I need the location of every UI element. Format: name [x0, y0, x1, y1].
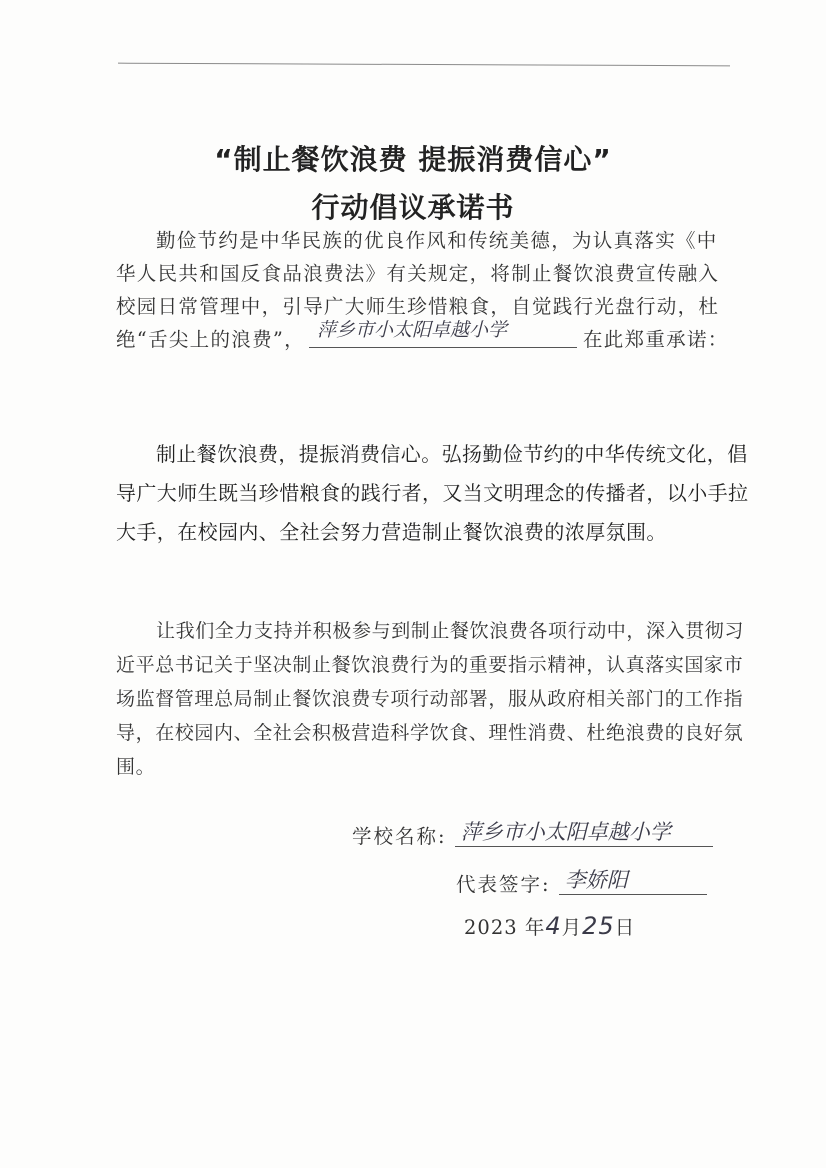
paragraph-call-to-action-text: 让我们全力支持并积极参与到制止餐饮浪费各项行动中，深入贯彻习近平总书记关于坚决制止餐饮浪费行为的重要指示精神，认真落实国家市场监督管理总局制止餐饮浪费专项行动部署，服从政府相关部门的工作指导，在校园内、全社会积极营造科学饮食、理性消费、杜绝浪费的良好氛围。: [116, 620, 745, 778]
date-month-char: 月: [561, 916, 583, 939]
paragraph-intro-text: 勤俭节约是中华民族的优良作风和传统美德，为认真落实《中华人民共和国反食品浪费法》有关规定，将制止餐饮浪费宣传融入校园日常管理中，引导广大师生珍惜粮食，自觉践行光盘行动，杜绝“舌尖上的浪费”，: [116, 229, 720, 351]
date-day: 25: [582, 912, 615, 940]
paragraph-commitment-text: 制止餐饮浪费，提振消费信心。弘扬勤俭节约的中华传统文化，倡导广大师生既当珍惜粮食的践行者，又当文明理念的传播者，以小手拉大手，在校园内、全社会努力营造制止餐饮浪费的浓厚氛围。: [116, 442, 749, 544]
representative-label: 代表签字:: [456, 873, 551, 896]
date-year-char: 年: [524, 916, 546, 939]
document-title-line1: “制止餐饮浪费 提振消费信心”: [214, 143, 612, 176]
school-name-blank: [309, 319, 577, 348]
school-name-label: 学校名称:: [352, 825, 447, 848]
date-month: 4: [545, 912, 562, 940]
header-rule: [118, 63, 730, 67]
date-day-char: 日: [614, 916, 636, 939]
date-year: 2023: [464, 916, 518, 939]
school-name-line: [455, 820, 713, 847]
paragraph-commitment: [116, 435, 756, 552]
paragraph-intro: [116, 224, 736, 356]
document-title-line2: 行动倡议承诺书: [311, 191, 515, 224]
representative-signature: 李娇阳: [564, 868, 628, 892]
school-name-handwriting: 萍乡市小太阳卓越小学: [316, 319, 507, 341]
representative-row: [456, 868, 707, 897]
paragraph-call-to-action: [116, 614, 756, 784]
school-name-row: [352, 820, 713, 849]
representative-line: [559, 868, 707, 895]
date-row: [464, 912, 635, 940]
paragraph-intro-tail: 在此郑重承诺：: [582, 328, 729, 351]
school-name-signature: 萍乡市小太阳卓越小学: [460, 820, 671, 844]
